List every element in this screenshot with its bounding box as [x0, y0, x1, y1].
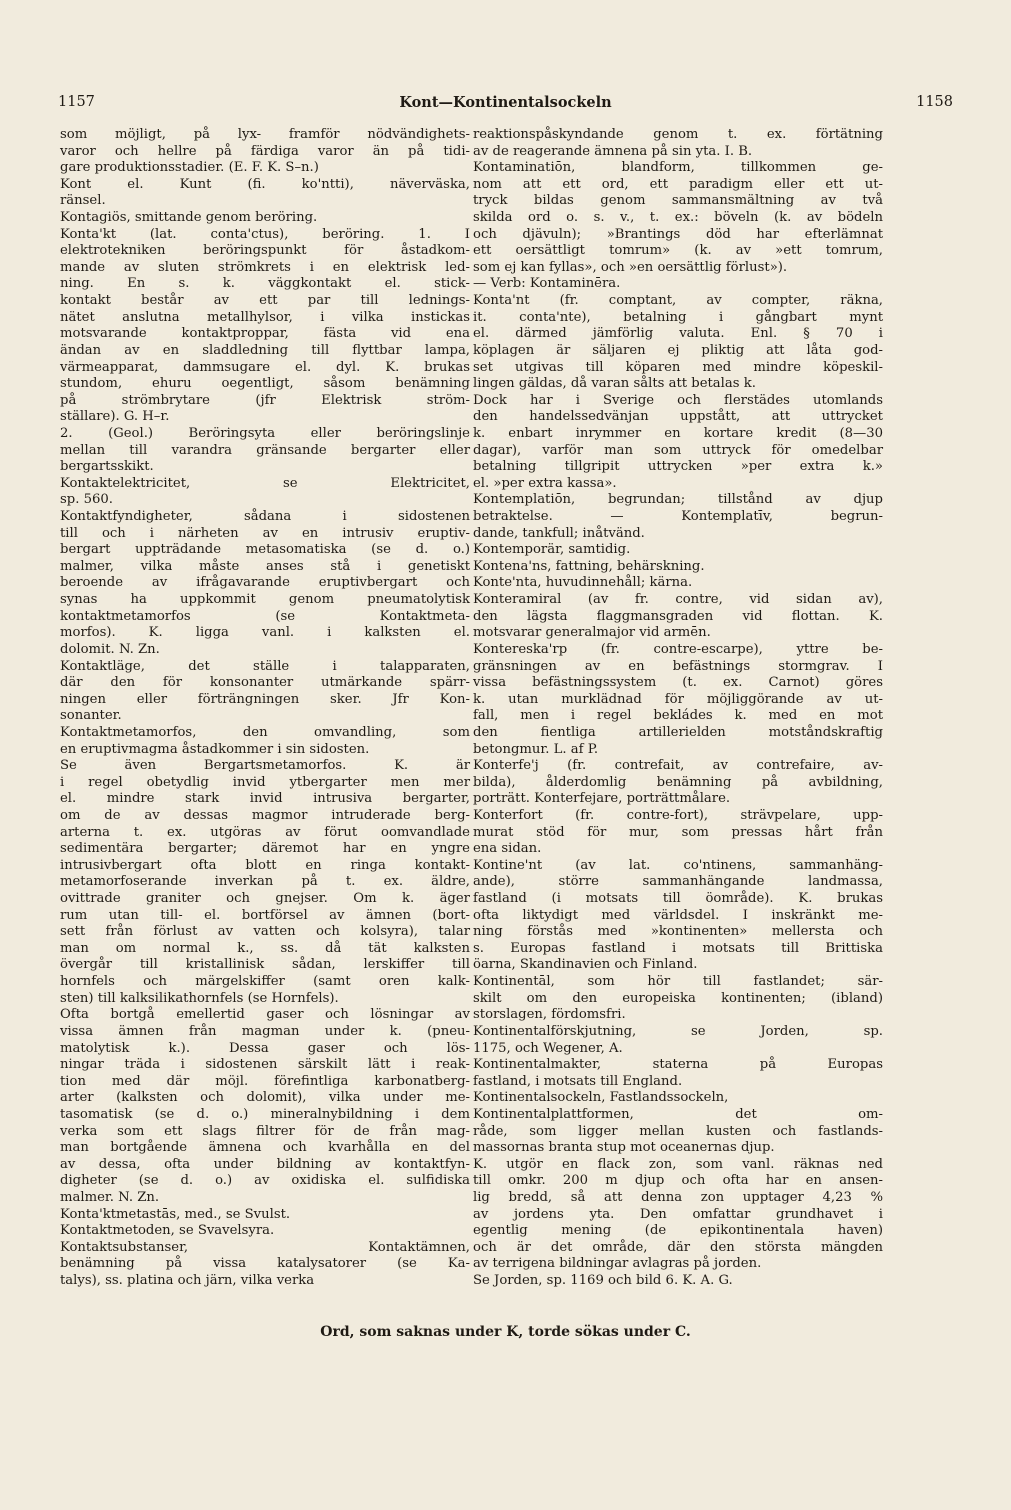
right-column-line: Kontinentalmakter, staterna på Europas: [473, 1057, 883, 1073]
right-column-line: ena sidan.: [473, 841, 542, 857]
right-column-line: Kontinentalsockeln, Fastlandssockeln,: [473, 1090, 729, 1106]
right-column-line: vissa befästningssystem (t. ex. Carnot) göres: [473, 675, 883, 691]
left-column-line: arter (kalksten och dolomit), vilka under me-: [60, 1090, 470, 1106]
left-column-line: sett från förlust av vatten och kolsyra), talar: [60, 924, 470, 940]
left-column-line: Kontaktelektricitet, se Elektricitet,: [60, 475, 470, 491]
right-column-line: el. »per extra kassa».: [473, 475, 617, 491]
left-column-line: stundom, ehuru oegentligt, såsom benämning: [60, 376, 470, 392]
left-column-line: matolytisk k.). Dessa gaser och lös-: [60, 1040, 470, 1056]
left-column-line: sten) till kalksilikathornfels (se Hornfels).: [60, 990, 339, 1006]
right-column-line: ande), större sammanhängande landmassa,: [473, 874, 883, 890]
right-column-line: ofta liktydigt med världsdel. I inskränkt me-: [473, 907, 883, 923]
right-column-line: fastland, i motsats till England.: [473, 1073, 683, 1089]
left-column-line: bergart uppträdande metasomatiska (se d. o.): [60, 542, 470, 558]
left-column-line: Kontaktsubstanser, Kontaktämnen,: [60, 1239, 470, 1255]
left-column-line: ränsel.: [60, 193, 106, 209]
left-column-line: Kontaktfyndigheter, sådana i sidostenen: [60, 509, 470, 525]
right-column-line: — Verb: Kontaminēra.: [473, 276, 621, 292]
left-column-line: digheter (se d. o.) av oxidiska el. sulfidiska: [60, 1173, 470, 1189]
left-column-line: ningar träda i sidostenen särskilt lätt i reak-: [60, 1057, 470, 1073]
right-column-line: k. utan murklädnad för möjliggörande av ut-: [473, 691, 883, 707]
right-column-line: betraktelse. — Kontemplatīv, begrun-: [473, 509, 883, 525]
right-column-line: Kontena'ns, fattning, behärskning.: [473, 558, 705, 574]
right-column-line: betongmur. L. af P.: [473, 741, 599, 757]
right-column-line: Dock har i Sverige och flerstädes utomlands: [473, 392, 883, 408]
left-column-line: benämning på vissa katalysatorer (se Ka-: [60, 1256, 470, 1272]
page-header: [58, 94, 953, 116]
right-column-line: set utgivas till köparen med mindre köpeskil-: [473, 359, 883, 375]
right-column-line: Kontereska'rp (fr. contre-escarpe), yttre be-: [473, 641, 883, 657]
left-column-line: värmeapparat, dammsugare el. dyl. K. brukas: [60, 359, 470, 375]
left-column-line: hornfels och märgelskiffer (samt oren kalk-: [60, 974, 470, 990]
right-column-line: el. därmed jämförlig valuta. Enl. § 70 i: [473, 326, 883, 342]
left-column-line: sedimentära bergarter; däremot har en yngre: [60, 841, 470, 857]
left-column-line: sonanter.: [60, 708, 122, 724]
right-column-line: den handelssedvänjan uppstått, att uttrycket: [473, 409, 883, 425]
right-column-line: 1175, och Wegener, A.: [473, 1040, 623, 1056]
right-column-line: lingen gäldas, då varan sålts att betalas k.: [473, 376, 756, 392]
left-column-line: motsvarande kontaktproppar, fästa vid ena: [60, 326, 470, 342]
left-column-line: ovittrade graniter och gnejser. Om k. äger: [60, 891, 470, 907]
right-column-line: Konta'nt (fr. comptant, av compter, räkna,: [473, 293, 883, 309]
right-column-line: till omkr. 200 m djup och ofta har en ansen-: [473, 1173, 883, 1189]
page-number-left: 1157: [58, 94, 95, 110]
right-column-line: Kontinentāl, som hör till fastlandet; sär-: [473, 974, 883, 990]
right-column-line: råde, som ligger mellan kusten och fastlands-: [473, 1123, 883, 1139]
left-column-line: metamorfoserande inverkan på t. ex. äldre,: [60, 874, 470, 890]
right-column-line: murat stöd för mur, som pressas hårt från: [473, 824, 883, 840]
right-column-line: Konte'nta, huvudinnehåll; kärna.: [473, 575, 693, 591]
left-column-line: Kont el. Kunt (fi. ko'ntti), näverväska,: [60, 176, 470, 192]
left-column-line: tion med där möjl. förefintliga karbonatberg-: [60, 1073, 470, 1089]
left-column-line: verka som ett slags filtrer för de från mag-: [60, 1123, 470, 1139]
right-column-line: och djävuln); »Brantings död har efterlämnat: [473, 226, 883, 242]
right-column-line: Kontaminatiōn, blandform, tillkommen ge-: [473, 160, 883, 176]
left-column-line: av dessa, ofta under bildning av kontaktfyn-: [60, 1156, 470, 1172]
right-column-line: fastland (i motsats till öområde). K. brukas: [473, 891, 883, 907]
left-column-line: man bortgående ämnena och kvarhålla en del: [60, 1140, 470, 1156]
left-column-line: vissa ämnen från magman under k. (pneu-: [60, 1023, 470, 1039]
left-column-line: ändan av en sladdledning till flyttbar lampa,: [60, 342, 470, 358]
right-column-line: Kontine'nt (av lat. co'ntinens, sammanhäng-: [473, 857, 883, 873]
right-column-line: av jordens yta. Den omfattar grundhavet i: [473, 1206, 883, 1222]
running-title: Kont—Kontinentalsockeln: [399, 94, 612, 111]
left-column-line: där den för konsonanter utmärkande spärr-: [60, 675, 470, 691]
right-column-line: den lägsta flaggmansgraden vid flottan. K.: [473, 608, 883, 624]
left-column-line: rum utan till- el. bortförsel av ämnen (bort-: [60, 907, 470, 923]
left-column-line: Se även Bergartsmetamorfos. K. är: [60, 758, 470, 774]
right-column-line: öarna, Skandinavien och Finland.: [473, 957, 698, 973]
right-column-line: Se Jorden, sp. 1169 och bild 6. K. A. G.: [473, 1273, 733, 1289]
right-column-line: nom att ett ord, ett paradigm eller ett ut-: [473, 176, 883, 192]
left-column-line: man om normal k., ss. då tät kalksten: [60, 940, 470, 956]
left-column-line: en eruptivmagma åstadkommer i sin sidosten.: [60, 741, 370, 757]
left-column-line: mande av sluten strömkrets i en elektrisk led-: [60, 259, 470, 275]
page-number-right: 1158: [916, 94, 953, 110]
right-column-line: massornas branta stup mot oceanernas djup.: [473, 1140, 775, 1156]
left-column-line: kontaktmetamorfos (se Kontaktmeta-: [60, 608, 470, 624]
right-column-line: betalning tillgripit uttrycken »per extra k.»: [473, 459, 883, 475]
right-column-line: it. conta'nte), betalning i gångbart mynt: [473, 309, 883, 325]
left-column-line: i regel obetydlig invid ytbergarter men mer: [60, 774, 470, 790]
left-column-line: varor och hellre på färdiga varor än på tidi-: [60, 143, 470, 159]
left-column-line: Kontaktmetamorfos, den omvandling, som: [60, 724, 470, 740]
left-column-line: Konta'kt (lat. conta'ctus), beröring. 1. I: [60, 226, 470, 242]
right-column-line: Konterfort (fr. contre-fort), strävpelare, upp-: [473, 807, 883, 823]
left-column-line: gare produktionsstadier. (E. F. K. S–n.): [60, 160, 319, 176]
right-column-line: storslagen, fördomsfri.: [473, 1007, 626, 1023]
left-column-line: malmer. N. Zn.: [60, 1190, 160, 1205]
right-column-line: s. Europas fastland i motsats till Brittiska: [473, 940, 883, 956]
left-column-line: Konta'ktmetastās, med., se Svulst.: [60, 1206, 291, 1222]
left-column-line: på strömbrytare (jfr Elektrisk ström-: [60, 392, 470, 408]
left-column-line: arterna t. ex. utgöras av förut oomvandlade: [60, 824, 470, 840]
left-column-line: 2. (Geol.) Beröringsyta eller beröringslinje: [60, 425, 470, 441]
left-column-line: ningen eller förträngningen sker. Jfr Kon-: [60, 691, 470, 707]
left-column-line: sp. 560.: [60, 492, 113, 508]
left-column-line: synas ha uppkommit genom pneumatolytisk: [60, 592, 470, 608]
right-column-line: ett oersättligt tomrum» (k. av »ett tomrum,: [473, 243, 883, 259]
right-column-line: av de reagerande ämnena på sin yta. I. B.: [473, 143, 753, 159]
left-column-line: dolomit. N. Zn.: [60, 641, 160, 657]
right-column-line: Konterfe'j (fr. contrefait, av contrefaire, av-: [473, 758, 883, 774]
right-column-line: fall, men i regel bekládes k. med en mot: [473, 708, 883, 724]
left-column-line: talys), ss. platina och järn, vilka verka: [60, 1273, 315, 1289]
left-column-line: el. mindre stark invid intrusiva bergarter,: [60, 791, 470, 807]
left-column-line: beroende av ifrågavarande eruptivbergart och: [60, 575, 470, 591]
right-column-line: dagar), varför man som uttryck för omedelbar: [473, 442, 883, 458]
right-column-line: och är det område, där den största mängden: [473, 1239, 883, 1255]
left-column-line: Kontaktläge, det ställe i talapparaten,: [60, 658, 470, 674]
left-column-line: ställare). G. H–r.: [60, 409, 170, 425]
left-column-line: intrusivbergart ofta blott en ringa kontakt-: [60, 857, 470, 873]
left-column-line: tasomatisk (se d. o.) mineralnybildning i dem: [60, 1106, 470, 1122]
left-column-line: malmer, vilka måste anses stå i genetiskt: [60, 558, 470, 574]
left-column-line: kontakt består av ett par till lednings-: [60, 293, 470, 309]
right-column-line: tryck bildas genom sammansmältning av två: [473, 193, 883, 209]
right-column-line: Kontemporär, samtidig.: [473, 542, 631, 558]
right-column-line: k. enbart inrymmer en kortare kredit (8—30: [473, 425, 883, 441]
right-column-line: reaktionspåskyndande genom t. ex. förtätning: [473, 127, 883, 142]
left-column-line: Ofta bortgå emellertid gaser och lösningar av: [60, 1007, 470, 1023]
right-column-line: porträtt. Konterfejare, porträttmålare.: [473, 791, 731, 807]
right-column-line: gränsningen av en befästnings stormgrav. I: [473, 658, 883, 674]
right-column-line: lig bredd, så att denna zon upptager 4,23 %: [473, 1190, 883, 1205]
right-column: [473, 127, 883, 1290]
right-column-line: av terrigena bildningar avlagras på jorden.: [473, 1256, 762, 1272]
right-column-line: skilt om den europeiska kontinenten; (ibland): [473, 990, 883, 1006]
right-column-line: Kontemplatiōn, begrundan; tillstånd av djup: [473, 492, 883, 508]
right-column-line: Kontinentalplattformen, det om-: [473, 1106, 883, 1122]
right-column-line: Konteramiral (av fr. contre, vid sidan av),: [473, 592, 883, 608]
footer-note: Ord, som saknas under K, torde sökas under C.: [320, 1324, 691, 1340]
right-column-line: motsvarar generalmajor vid armēn.: [473, 625, 711, 641]
right-column-line: bilda), ålderdomlig benämning på avbildning,: [473, 774, 883, 790]
left-column-line: till och i närheten av en intrusiv eruptiv-: [60, 525, 470, 541]
left-column-line: elektrotekniken beröringspunkt för åstadkom-: [60, 243, 470, 259]
left-column-line: bergartsskikt.: [60, 459, 154, 475]
right-column-line: skilda ord o. s. v., t. ex.: böveln (k. av bödeln: [473, 210, 883, 226]
right-column-line: egentlig mening (de epikontinentala haven): [473, 1223, 883, 1239]
left-column-line: Kontagiös, smittande genom beröring.: [60, 210, 318, 226]
right-column-line: Kontinentalförskjutning, se Jorden, sp.: [473, 1023, 883, 1039]
right-column-line: köplagen är säljaren ej pliktig att låta god-: [473, 342, 883, 358]
right-column-line: som ej kan fyllas», och »en oersättlig förlust»).: [473, 259, 788, 275]
left-column-line: mellan till varandra gränsande bergarter eller: [60, 442, 470, 458]
left-column-line: morfos). K. ligga vanl. i kalksten el.: [60, 625, 470, 641]
left-column-line: nätet anslutna metallhylsor, i vilka instickas: [60, 309, 470, 325]
left-column-line: om de av dessas magmor intruderade berg-: [60, 807, 470, 823]
left-column-line: som möjligt, på lyx- framför nödvändighets-: [60, 127, 470, 142]
left-column-line: Kontaktmetoden, se Svavelsyra.: [60, 1223, 275, 1239]
right-column-line: den fientliga artillerielden motståndskraftig: [473, 724, 883, 740]
left-column-line: ning. En s. k. väggkontakt el. stick-: [60, 276, 470, 292]
right-column-line: dande, tankfull; inåtvänd.: [473, 525, 645, 541]
right-column-line: ning förstås med »kontinenten» mellersta och: [473, 924, 883, 940]
right-column-line: K. utgör en flack zon, som vanl. räknas ned: [473, 1156, 883, 1172]
left-column: [60, 127, 470, 1290]
left-column-line: övergår till kristallinisk sådan, lerskiffer till: [60, 957, 470, 973]
